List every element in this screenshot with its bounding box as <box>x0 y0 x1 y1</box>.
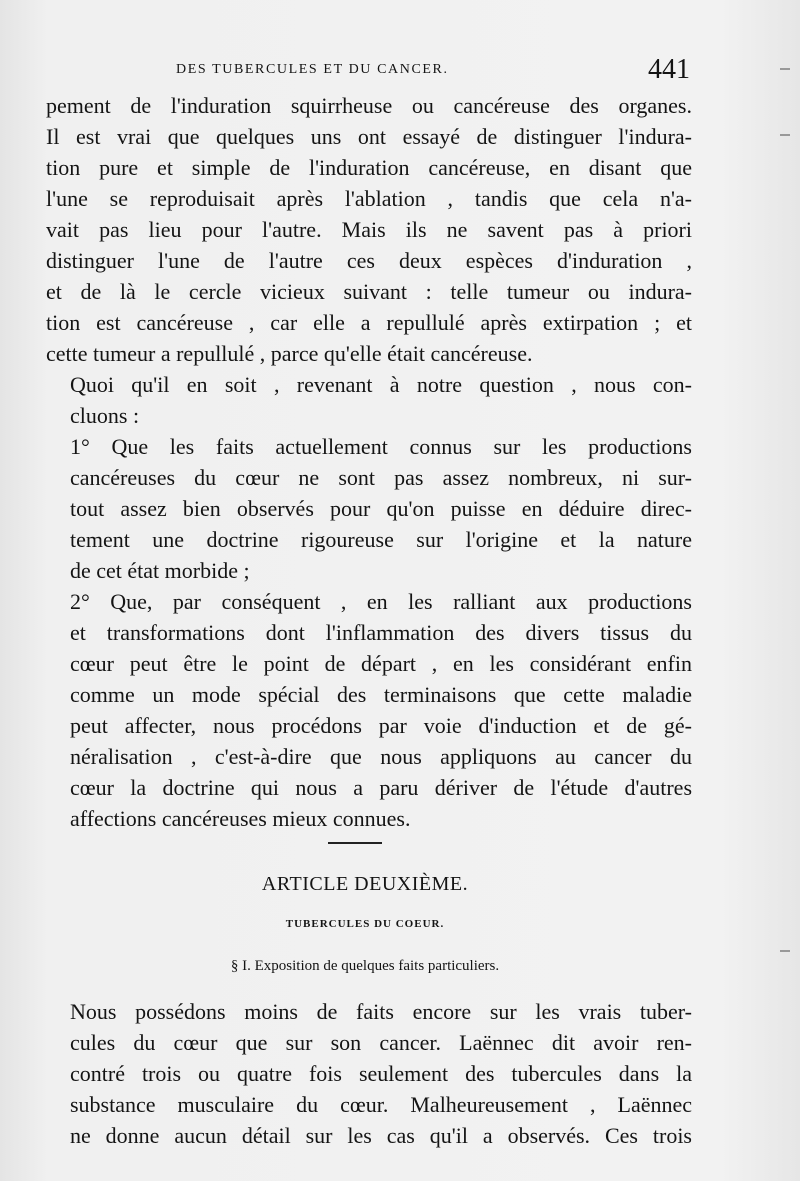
text-line: 1° Que les faits actuellement connus sur les productions <box>70 434 692 459</box>
text-line: cancéreuses du cœur ne sont pas assez nombreux, ni sur- <box>70 465 692 490</box>
text-line: l'une se reproduisait après l'ablation , tandis que cela n'a- <box>46 186 692 211</box>
text-line: cluons : <box>70 403 140 428</box>
text-line: cœur peut être le point de départ , en les considérant enfin <box>70 651 692 676</box>
text-line: tion pure et simple de l'induration cancéreuse, en disant que <box>46 155 692 180</box>
text-line: substance musculaire du cœur. Malheureusement , Laënnec <box>70 1092 692 1117</box>
text-line: cules du cœur que sur son cancer. Laënnec dit avoir ren- <box>70 1030 692 1055</box>
text-line: affections cancéreuses mieux connues. <box>70 806 411 831</box>
section-text <box>46 996 692 1151</box>
article-subtitle: TUBERCULES DU COEUR. <box>285 918 445 930</box>
text-line: et de là le cercle vicieux suivant : telle tumeur ou indura- <box>46 279 692 304</box>
text-line: peut affecter, nous procédons par voie d'induction et de gé- <box>70 713 692 738</box>
page-header <box>44 54 690 84</box>
text-line: distinguer l'une de l'autre ces deux espèces d'induration , <box>46 248 692 273</box>
margin-mark <box>780 68 790 70</box>
text-line: de cet état morbide ; <box>70 558 250 583</box>
text-line: 2° Que, par conséquent , en les ralliant aux productions <box>70 589 692 614</box>
running-title: DES TUBERCULES ET DU CANCER. <box>176 62 449 77</box>
paragraph-1 <box>46 90 692 369</box>
text-line: cœur la doctrine qui nous a paru dériver de l'étude d'autres <box>70 775 692 800</box>
section-heading: § I. Exposition de quelques faits particuliers. <box>230 958 500 974</box>
paragraph-3 <box>46 431 692 586</box>
text-line: Il est vrai que quelques uns ont essayé de distinguer l'indura- <box>46 124 692 149</box>
text-line: et transformations dont l'inflammation des divers tissus du <box>70 620 692 645</box>
text-line: comme un mode spécial des terminaisons que cette maladie <box>70 682 692 707</box>
text-line: contré trois ou quatre fois seulement des tubercules dans la <box>70 1061 692 1086</box>
section-divider <box>328 842 382 844</box>
text-line: ne donne aucun détail sur les cas qu'il a observés. Ces trois <box>70 1123 692 1148</box>
text-line: tement une doctrine rigoureuse sur l'origine et la nature <box>70 527 692 552</box>
paragraph-4 <box>46 586 692 834</box>
paragraph-5 <box>46 996 692 1151</box>
margin-mark <box>780 134 790 136</box>
margin-mark <box>780 950 790 952</box>
paragraph-2 <box>46 369 692 431</box>
text-line: néralisation , c'est-à-dire que nous appliquons au cancer du <box>70 744 692 769</box>
text-line: pement de l'induration squirrheuse ou cancéreuse des organes. <box>46 93 692 118</box>
page-number: 441 <box>648 54 690 85</box>
article-heading: ARTICLE DEUXIÈME. <box>261 873 469 895</box>
text-line: vait pas lieu pour l'autre. Mais ils ne savent pas à priori <box>46 217 692 242</box>
text-line: tion est cancéreuse , car elle a repullulé après extirpation ; et <box>46 310 692 335</box>
main-text <box>46 90 692 834</box>
text-line: Quoi qu'il en soit , revenant à notre question , nous con- <box>70 372 692 397</box>
text-line: tout assez bien observés pour qu'on puisse en déduire direc- <box>70 496 692 521</box>
text-line: cette tumeur a repullulé , parce qu'elle était cancéreuse. <box>46 341 533 366</box>
text-line: Nous possédons moins de faits encore sur les vrais tuber- <box>70 999 692 1024</box>
